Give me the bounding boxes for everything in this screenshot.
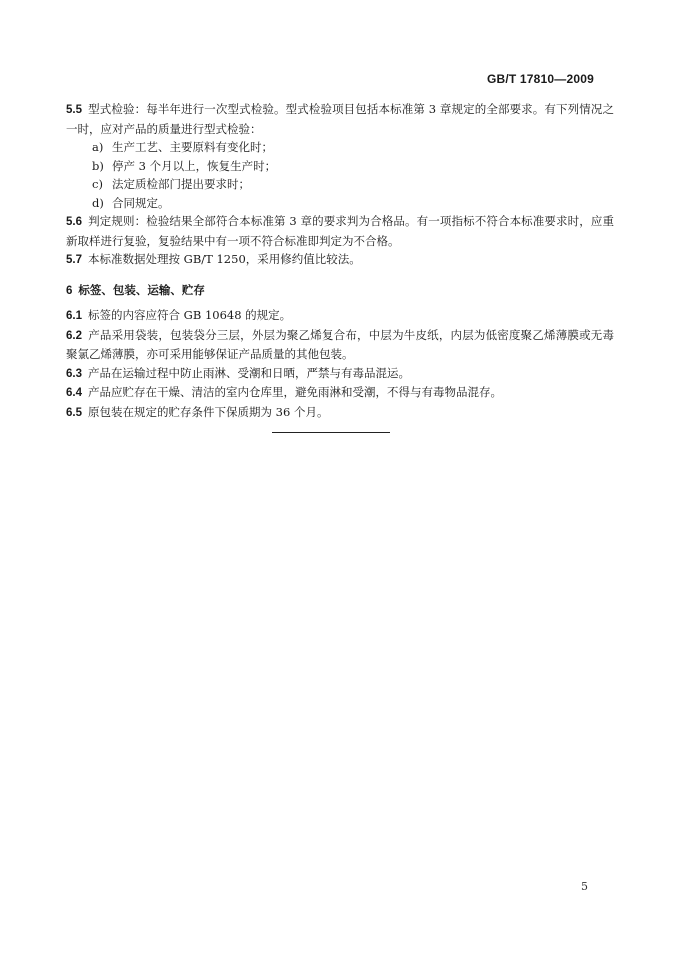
list-item [66, 157, 614, 176]
item-label: c) [92, 177, 103, 191]
clause-text: 本标准数据处理按 GB/T 1250，采用修约值比较法。 [88, 252, 361, 266]
clause-number: 6.4 [66, 387, 82, 399]
clause-number: 6.5 [66, 406, 82, 419]
clause-5-6 [66, 212, 614, 250]
clause-text: 原包装在规定的贮存条件下保质期为 36 个月。 [88, 404, 329, 419]
clause-6-2 [66, 326, 614, 364]
clause-text: 型式检验：每半年进行一次型式检验。型式检验项目包括本标准第 3 章规定的全部要求。有下列情况之一时，应对产品的质量进行型式检验： [66, 102, 614, 136]
clause-text: 判定规则：检验结果全部符合本标准第 3 章的要求判为合格品。有一项指标不符合本标准要求时，应重新取样进行复验，复验结果中有一项不符合标准即判定为不合格。 [66, 214, 614, 248]
document-body [66, 100, 614, 422]
item-text: 停产 3 个月以上，恢复生产时； [112, 158, 277, 173]
clause-number: 5.7 [66, 254, 82, 266]
clause-6-3 [66, 364, 614, 384]
clause-text: 标签的内容应符合 GB 10648 的规定。 [88, 308, 292, 322]
clause-5-7 [66, 250, 614, 270]
clause-number: 5.6 [66, 216, 82, 228]
item-text: 法定质检部门提出要求时； [112, 177, 250, 191]
list-item [66, 194, 614, 213]
item-text: 合同规定。 [112, 195, 170, 210]
clause-6-4 [66, 383, 614, 403]
list-item [66, 138, 614, 157]
section-heading-6 [66, 282, 614, 301]
item-label: b) [92, 158, 104, 173]
standard-code: GB/T 17810—2009 [486, 72, 594, 86]
clause-number: 5.5 [66, 104, 82, 116]
clause-text: 产品应贮存在干燥、清洁的室内仓库里，避免雨淋和受潮，不得与有毒物品混存。 [88, 385, 502, 399]
clause-number: 6.2 [66, 329, 82, 342]
clause-6-1 [66, 306, 614, 326]
clause-text: 产品在运输过程中防止雨淋、受潮和日晒，严禁与有毒品混运。 [88, 365, 410, 380]
clause-text: 产品采用袋装，包装袋分三层，外层为聚乙烯复合布，中层为牛皮纸，内层为低密度聚乙烯薄膜或无毒聚氯乙烯薄膜，亦可采用能够保证产品质量的其他包装。 [66, 327, 614, 361]
list-item [66, 175, 614, 194]
end-rule [272, 432, 390, 433]
section-number: 6 [66, 284, 73, 297]
page-number: 5 [581, 880, 588, 893]
clause-5-5 [66, 100, 614, 138]
clause-number: 6.3 [66, 367, 82, 380]
item-label: a) [92, 140, 104, 154]
item-label: d) [92, 195, 104, 210]
item-text: 生产工艺、主要原料有变化时； [112, 140, 273, 154]
clause-number: 6.1 [66, 310, 82, 322]
clause-6-5 [66, 403, 614, 423]
section-title: 标签、包装、运输、贮存 [78, 284, 205, 297]
